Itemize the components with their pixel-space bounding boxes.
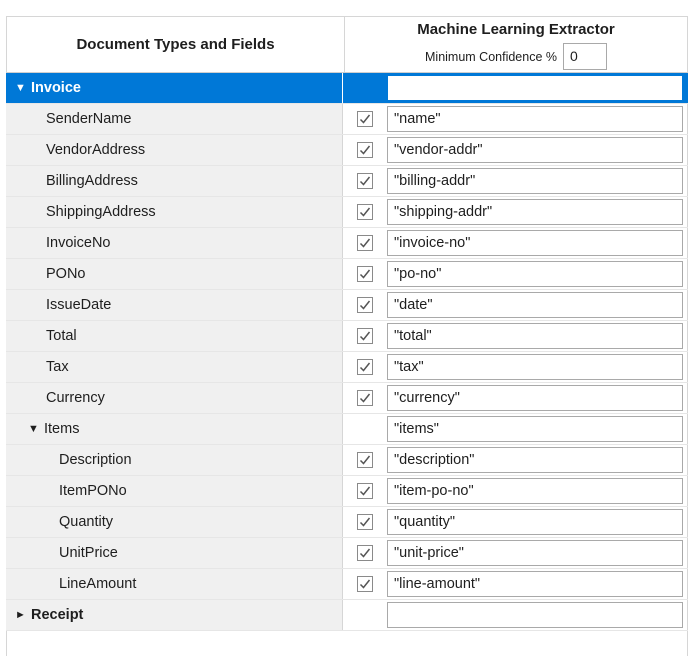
- checkmark-icon: [359, 144, 371, 156]
- enable-checkbox[interactable]: [357, 111, 373, 127]
- row-label: Quantity: [59, 514, 113, 530]
- row-checkbox-cell: [343, 445, 387, 475]
- row-checkbox-cell: [343, 259, 387, 289]
- enable-checkbox[interactable]: [357, 328, 373, 344]
- row-checkbox-cell: [343, 352, 387, 382]
- checkmark-icon: [359, 361, 371, 373]
- row-value-cell: [387, 600, 688, 630]
- extractor-header: [345, 17, 687, 72]
- row-value-cell: [387, 290, 688, 320]
- expand-down-icon[interactable]: ▼: [15, 82, 26, 94]
- row-label: LineAmount: [59, 576, 137, 592]
- value-field[interactable]: "vendor-addr": [387, 137, 683, 163]
- row-name: [6, 104, 343, 134]
- expand-right-icon[interactable]: ►: [15, 609, 26, 621]
- doc-types-header: Document Types and Fields: [7, 17, 345, 72]
- expand-down-icon[interactable]: ▼: [28, 423, 39, 435]
- row-checkbox-cell: [343, 538, 387, 568]
- checkmark-icon: [359, 206, 371, 218]
- row-label: BillingAddress: [46, 173, 138, 189]
- row-checkbox-cell: [343, 135, 387, 165]
- row-checkbox-cell: [343, 600, 387, 630]
- value-field[interactable]: "currency": [387, 385, 683, 411]
- field-row[interactable]: [6, 166, 688, 197]
- enable-checkbox[interactable]: [357, 452, 373, 468]
- row-value-cell: [387, 166, 688, 196]
- value-field[interactable]: "name": [387, 106, 683, 132]
- row-value-cell: [387, 538, 688, 568]
- value-field[interactable]: "line-amount": [387, 571, 683, 597]
- row-label: Tax: [46, 359, 69, 375]
- row-name: [6, 321, 343, 351]
- checkmark-icon: [359, 516, 371, 528]
- row-label: VendorAddress: [46, 142, 146, 158]
- row-value-cell: [387, 197, 688, 227]
- row-checkbox-cell: [343, 321, 387, 351]
- value-field[interactable]: "items": [387, 416, 683, 442]
- field-row[interactable]: [6, 352, 688, 383]
- field-row[interactable]: [6, 135, 688, 166]
- row-value-cell: [387, 414, 688, 444]
- min-confidence-input[interactable]: 0: [563, 43, 607, 70]
- field-row[interactable]: [6, 290, 688, 321]
- column-row[interactable]: [6, 476, 688, 507]
- row-value-cell: [387, 569, 688, 599]
- checkmark-icon: [359, 578, 371, 590]
- column-row[interactable]: [6, 445, 688, 476]
- value-field[interactable]: "shipping-addr": [387, 199, 683, 225]
- row-value-cell: [387, 228, 688, 258]
- row-checkbox-cell: [343, 507, 387, 537]
- row-value-cell: [387, 383, 688, 413]
- enable-checkbox[interactable]: [357, 390, 373, 406]
- row-label: InvoiceNo: [46, 235, 111, 251]
- column-row[interactable]: [6, 507, 688, 538]
- row-label: Invoice: [31, 80, 81, 96]
- row-name: [6, 569, 343, 599]
- enable-checkbox[interactable]: [357, 266, 373, 282]
- row-value-cell: [387, 507, 688, 537]
- row-name: [6, 135, 343, 165]
- row-checkbox-cell: [343, 166, 387, 196]
- checkmark-icon: [359, 237, 371, 249]
- row-name: [6, 600, 343, 630]
- row-label: Total: [46, 328, 77, 344]
- value-field[interactable]: "po-no": [387, 261, 683, 287]
- enable-checkbox[interactable]: [357, 173, 373, 189]
- value-field[interactable]: "total": [387, 323, 683, 349]
- row-name: [6, 507, 343, 537]
- row-label: Items: [44, 421, 80, 437]
- row-value-cell: [387, 135, 688, 165]
- row-checkbox-cell: [343, 383, 387, 413]
- row-value-cell: [387, 445, 688, 475]
- row-name: [6, 383, 343, 413]
- row-name: [6, 290, 343, 320]
- row-checkbox-cell: [343, 476, 387, 506]
- field-row[interactable]: [6, 228, 688, 259]
- value-field[interactable]: [387, 75, 683, 101]
- enable-checkbox[interactable]: [357, 483, 373, 499]
- row-checkbox-cell: [343, 228, 387, 258]
- enable-checkbox[interactable]: [357, 359, 373, 375]
- checkmark-icon: [359, 392, 371, 404]
- checkmark-icon: [359, 113, 371, 125]
- row-value-cell: [387, 104, 688, 134]
- row-name: [6, 73, 343, 103]
- group-row-receipt[interactable]: [6, 600, 688, 631]
- value-field[interactable]: "invoice-no": [387, 230, 683, 256]
- value-field[interactable]: "description": [387, 447, 683, 473]
- row-value-cell: [387, 352, 688, 382]
- row-name: [6, 414, 343, 444]
- value-field[interactable]: "item-po-no": [387, 478, 683, 504]
- row-label: Receipt: [31, 607, 84, 623]
- row-value-cell: [387, 73, 688, 103]
- row-value-cell: [387, 259, 688, 289]
- checkmark-icon: [359, 175, 371, 187]
- min-confidence: [425, 43, 607, 70]
- row-name: [6, 352, 343, 382]
- enable-checkbox[interactable]: [357, 576, 373, 592]
- group-row-invoice[interactable]: [6, 73, 688, 104]
- row-checkbox-cell: [343, 569, 387, 599]
- checkmark-icon: [359, 268, 371, 280]
- extractor-grid: [6, 16, 688, 631]
- column-row[interactable]: [6, 569, 688, 600]
- row-label: ShippingAddress: [46, 204, 156, 220]
- row-label: PONo: [46, 266, 86, 282]
- enable-checkbox[interactable]: [357, 235, 373, 251]
- value-field[interactable]: "tax": [387, 354, 683, 380]
- row-name: [6, 259, 343, 289]
- row-name: [6, 197, 343, 227]
- value-field[interactable]: "date": [387, 292, 683, 318]
- grid-header: [6, 16, 688, 73]
- row-name: [6, 538, 343, 568]
- row-label: UnitPrice: [59, 545, 118, 561]
- row-label: ItemPONo: [59, 483, 127, 499]
- row-checkbox-cell: [343, 414, 387, 444]
- column-row[interactable]: [6, 538, 688, 569]
- field-row[interactable]: [6, 259, 688, 290]
- field-row[interactable]: [6, 383, 688, 414]
- enable-checkbox[interactable]: [357, 545, 373, 561]
- value-field[interactable]: "quantity": [387, 509, 683, 535]
- row-label: IssueDate: [46, 297, 112, 313]
- table-field-row-items[interactable]: [6, 414, 688, 445]
- value-field[interactable]: "billing-addr": [387, 168, 683, 194]
- row-checkbox-cell: [343, 73, 387, 103]
- value-field[interactable]: [387, 602, 683, 628]
- enable-checkbox[interactable]: [357, 514, 373, 530]
- checkmark-icon: [359, 485, 371, 497]
- checkmark-icon: [359, 299, 371, 311]
- row-label: SenderName: [46, 111, 132, 127]
- field-row[interactable]: [6, 197, 688, 228]
- row-value-cell: [387, 476, 688, 506]
- row-label: Currency: [46, 390, 105, 406]
- enable-checkbox[interactable]: [357, 204, 373, 220]
- row-name: [6, 445, 343, 475]
- field-row[interactable]: [6, 104, 688, 135]
- row-name: [6, 166, 343, 196]
- row-value-cell: [387, 321, 688, 351]
- value-field[interactable]: "unit-price": [387, 540, 683, 566]
- checkmark-icon: [359, 330, 371, 342]
- field-row[interactable]: [6, 321, 688, 352]
- row-checkbox-cell: [343, 290, 387, 320]
- row-name: [6, 476, 343, 506]
- row-checkbox-cell: [343, 104, 387, 134]
- row-checkbox-cell: [343, 197, 387, 227]
- row-name: [6, 228, 343, 258]
- checkmark-icon: [359, 547, 371, 559]
- row-label: Description: [59, 452, 132, 468]
- min-confidence-label: Minimum Confidence %: [425, 49, 557, 64]
- enable-checkbox[interactable]: [357, 297, 373, 313]
- enable-checkbox[interactable]: [357, 142, 373, 158]
- extractor-title: Machine Learning Extractor: [417, 21, 615, 38]
- checkmark-icon: [359, 454, 371, 466]
